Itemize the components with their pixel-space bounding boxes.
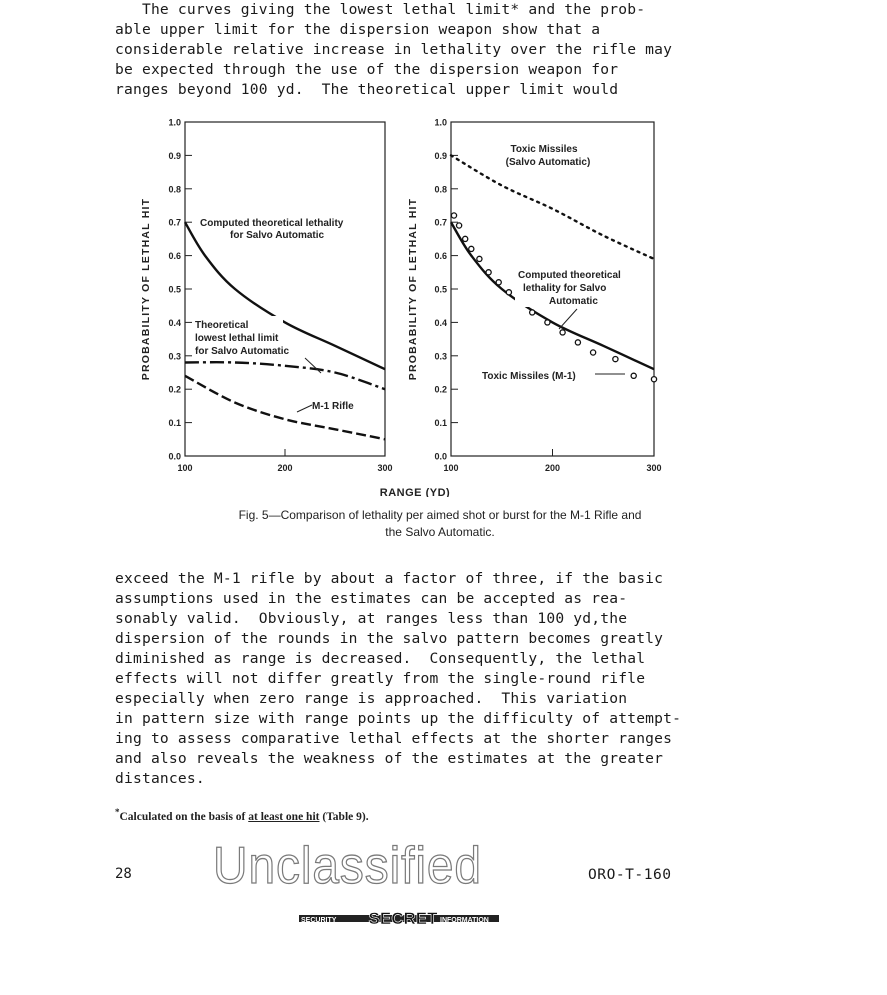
y-tick-label: 0.0 <box>434 451 447 462</box>
toxic-m1-point <box>545 320 550 325</box>
text-line: ranges beyond 100 yd. The theoretical upper limit would <box>115 81 619 98</box>
y-tick-label: 0.6 <box>168 251 181 262</box>
footnote-underlined: at least one hit <box>248 810 320 823</box>
left-lowest-pointer <box>305 358 321 373</box>
y-tick-label: 0.5 <box>434 284 447 295</box>
security-left: SECURITY <box>301 917 337 924</box>
right-label-computed-1: Computed theoretical <box>518 270 621 281</box>
y-tick-label: 0.4 <box>434 317 447 328</box>
toxic-m1-point <box>451 213 456 218</box>
paragraph-bottom <box>115 569 765 789</box>
x-tick-label: 300 <box>377 463 393 473</box>
text-line: be expected through the use of the dispersion weapon for <box>115 61 619 78</box>
left-label-rifle: M-1 Rifle <box>312 401 354 412</box>
security-center: SECRET <box>368 909 438 928</box>
text-line: dispersion of the rounds in the salvo pattern becomes greatly <box>115 630 664 647</box>
y-tick-label: 0.9 <box>168 150 181 161</box>
right-toxic-salvo-curve <box>451 155 654 259</box>
y-tick-label: 0.3 <box>434 351 447 362</box>
left-plot-frame <box>185 122 385 456</box>
figure-caption <box>120 507 760 541</box>
toxic-m1-point <box>530 310 535 315</box>
toxic-m1-point <box>591 350 596 355</box>
text-line: effects will not differ greatly from the single-round rifle <box>115 670 646 687</box>
toxic-m1-point <box>469 246 474 251</box>
y-tick-label: 0.7 <box>168 217 181 228</box>
left-lowest-limit-curve <box>185 362 385 389</box>
right-y-ticks <box>434 118 458 462</box>
text-line: diminished as range is decreased. Consequently, the lethal <box>115 650 646 667</box>
footnote-text-end: (Table 9). <box>319 810 369 823</box>
y-tick-label: 0.7 <box>434 217 447 228</box>
toxic-m1-point <box>506 290 511 295</box>
right-label-toxic-salvo-2: (Salvo Automatic) <box>505 157 591 168</box>
right-label-computed-3: Automatic <box>549 296 598 307</box>
footnote-marker: * <box>115 807 120 817</box>
toxic-m1-point <box>457 223 462 228</box>
x-tick-label: 200 <box>277 463 293 473</box>
text-line: in pattern size with range points up the difficulty of attempt- <box>115 710 682 727</box>
y-tick-label: 1.0 <box>434 117 447 128</box>
y-tick-label: 0.1 <box>434 418 447 429</box>
page-number: 28 <box>115 866 132 882</box>
document-id: ORO-T-160 <box>588 866 672 883</box>
toxic-m1-point <box>613 357 618 362</box>
y-tick-label: 1.0 <box>168 117 181 128</box>
text-line: and also reveals the weakness of the estimates at the greater <box>115 750 664 767</box>
toxic-m1-point <box>486 270 491 275</box>
y-tick-label: 0.2 <box>168 384 181 395</box>
y-tick-label: 0.4 <box>168 317 181 328</box>
security-right: INFORMATION <box>440 917 489 924</box>
text-line: ing to assess comparative lethal effects at the shorter ranges <box>115 730 673 747</box>
text-line: The curves giving the lowest lethal limit* and the prob- <box>115 1 646 18</box>
text-line: especially when zero range is approached. This variation <box>115 690 628 707</box>
text-line: able upper limit for the dispersion weapon show that a <box>115 21 601 38</box>
y-tick-label: 0.1 <box>168 418 181 429</box>
toxic-m1-point <box>477 256 482 261</box>
right-y-axis-label: PROBABILITY OF LETHAL HIT <box>407 197 419 381</box>
unclassified-stamp: Unclassified <box>213 837 482 895</box>
left-x-ticks <box>177 449 392 473</box>
right-x-ticks <box>443 449 661 473</box>
x-tick-label: 300 <box>646 463 662 473</box>
left-label-computed-2: for Salvo Automatic <box>230 230 325 241</box>
toxic-m1-point <box>575 340 580 345</box>
y-tick-label: 0.3 <box>168 351 181 362</box>
lethality-figure <box>125 112 665 497</box>
text-line: exceed the M-1 rifle by about a factor of three, if the basic <box>115 570 664 587</box>
left-label-lowest-3: for Salvo Automatic <box>195 346 290 357</box>
caption-line-2: the Salvo Automatic. <box>385 525 495 539</box>
security-marking <box>297 908 507 928</box>
right-label-toxic-salvo-1: Toxic Missiles <box>510 144 578 155</box>
y-tick-label: 0.0 <box>168 451 181 462</box>
footnote <box>115 807 369 823</box>
y-tick-label: 0.8 <box>434 184 447 195</box>
footnote-text: Calculated on the basis of <box>119 810 249 823</box>
y-tick-label: 0.6 <box>434 251 447 262</box>
toxic-m1-point <box>560 330 565 335</box>
right-label-toxic-m1: Toxic Missiles (M-1) <box>482 371 576 382</box>
x-tick-label: 100 <box>177 463 193 473</box>
left-label-lowest-1: Theoretical <box>195 320 249 331</box>
y-tick-label: 0.5 <box>168 284 181 295</box>
y-tick-label: 0.9 <box>434 150 447 161</box>
y-tick-label: 0.2 <box>434 384 447 395</box>
toxic-m1-point <box>631 373 636 378</box>
y-tick-label: 0.8 <box>168 184 181 195</box>
left-y-axis-label: PROBABILITY OF LETHAL HIT <box>140 197 152 381</box>
left-m1-rifle-curve <box>185 376 385 440</box>
x-tick-label: 100 <box>443 463 459 473</box>
text-line: sonably valid. Obviously, at ranges less than 100 yd,the <box>115 610 628 627</box>
right-label-computed-2: lethality for Salvo <box>523 283 607 294</box>
left-label-computed-1: Computed theoretical lethality <box>200 218 344 229</box>
left-y-ticks <box>168 118 192 462</box>
left-label-lowest-2: lowest lethal limit <box>195 333 279 344</box>
toxic-m1-point <box>463 236 468 241</box>
paragraph-top <box>115 0 765 100</box>
toxic-m1-point <box>496 280 501 285</box>
right-computed-pointer <box>559 309 577 329</box>
left-rifle-pointer <box>297 405 312 412</box>
caption-line-1: Fig. 5—Comparison of lethality per aimed shot or burst for the M-1 Rifle and <box>238 508 642 522</box>
x-tick-label: 200 <box>544 463 561 473</box>
text-line: assumptions used in the estimates can be accepted as rea- <box>115 590 628 607</box>
text-line: distances. <box>115 770 205 787</box>
toxic-m1-point <box>651 377 656 382</box>
text-line: considerable relative increase in lethality over the rifle may <box>115 41 673 58</box>
x-axis-label: RANGE (YD) <box>379 487 451 497</box>
